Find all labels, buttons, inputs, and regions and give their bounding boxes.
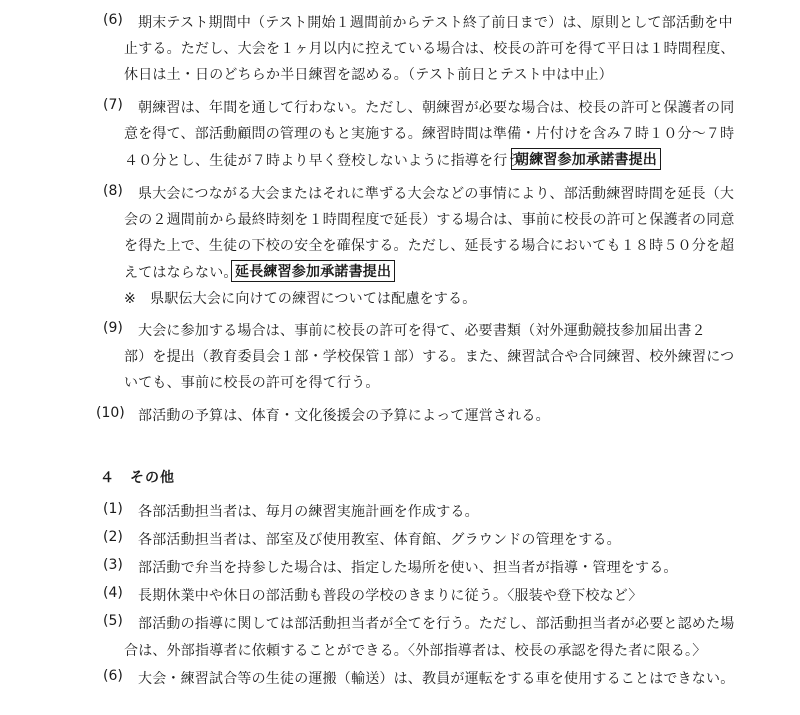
item-number: (3)	[103, 557, 123, 573]
item-number: (7)	[103, 97, 123, 113]
item-text-line: 期末テスト期間中（テスト開始１週間前からテスト終了前日まで）は、原則として部活動を中	[138, 15, 733, 31]
item-text-line: 会の２週間前から最終時刻を１時間程度で延長）する場合は、事前に校長の許可と保護者の同意	[124, 212, 735, 228]
item-number: (8)	[103, 183, 123, 199]
section-heading: ４ その他	[100, 470, 175, 486]
item-text-line: 長期休業中や休日の部活動も普段の学校のきまりに従う。〈服装や登下校など〉	[138, 588, 643, 604]
item-number: (2)	[103, 529, 123, 545]
item-text-line: いても、事前に校長の許可を得て行う。	[124, 375, 380, 391]
item-number: (6)	[103, 668, 123, 684]
item-number: (5)	[103, 613, 123, 629]
item-text-line: 意を得て、部活動顧問の管理のもと実施する。練習時間は準備・片付けを含み７時１０分～７時	[124, 126, 735, 142]
item-text-line: 合は、外部指導者に依頼することができる。〈外部指導者は、校長の承認を得た者に限る。〉	[124, 643, 707, 659]
item-note: ※ 県駅伝大会に向けての練習については配慮をする。	[124, 291, 477, 307]
item-number: (4)	[103, 585, 123, 601]
item-number: (6)	[103, 12, 123, 28]
item-text-line: 休日は土・日のどちらか半日練習を認める。（テスト前日とテスト中は中止）	[124, 67, 613, 83]
item-text-line: 部活動の指導に関しては部活動担当者が全てを行う。ただし、部活動担当者が必要と認めた場	[138, 616, 735, 632]
consent-form-box-morning: 朝練習参加承諾書提出	[511, 148, 661, 170]
item-number: (1)	[103, 501, 123, 517]
item-text-line: 大会・練習試合等の生徒の運搬（輸送）は、教員が運転をする車を使用することはできない。	[138, 671, 735, 687]
item-text-line: 部活動の予算は、体育・文化後援会の予算によって運営される。	[138, 408, 550, 424]
item-text-line: 各部活動担当者は、毎月の練習実施計画を作成する。	[138, 504, 479, 520]
item-text-line: 大会に参加する場合は、事前に校長の許可を得て、必要書類（対外運動競技参加届出書２	[138, 323, 706, 339]
item-text-line: ４０分とし、生徒が７時より早く登校しないように指導を行う。	[124, 153, 536, 169]
item-text-line: 部）を提出（教育委員会１部・学校保管１部）する。また、練習試合や合同練習、校外練習につ	[124, 349, 735, 365]
item-number: (10)	[96, 405, 125, 421]
item-text-line: 県大会につながる大会またはそれに準ずる大会などの事情により、部活動練習時間を延長（大	[138, 186, 735, 202]
item-text-line: 止する。ただし、大会を１ヶ月以内に控えている場合は、校長の許可を得て平日は１時間程度、	[124, 41, 735, 57]
item-text-line: 部活動で弁当を持参した場合は、指定した場所を使い、担当者が指導・管理をする。	[138, 560, 678, 576]
consent-form-box-extended: 延長練習参加承諾書提出	[231, 260, 395, 282]
item-text-line: 朝練習は、年間を通して行わない。ただし、朝練習が必要な場合は、校長の許可と保護者の同	[138, 100, 735, 116]
item-text-line: えてはならない。	[124, 265, 238, 281]
item-text-line: 各部活動担当者は、部室及び使用教室、体育館、グラウンドの管理をする。	[138, 532, 621, 548]
item-text-line: を得た上で、生徒の下校の安全を確保する。ただし、延長する場合においても１８時５０分を超	[124, 238, 735, 254]
item-number: (9)	[103, 320, 123, 336]
